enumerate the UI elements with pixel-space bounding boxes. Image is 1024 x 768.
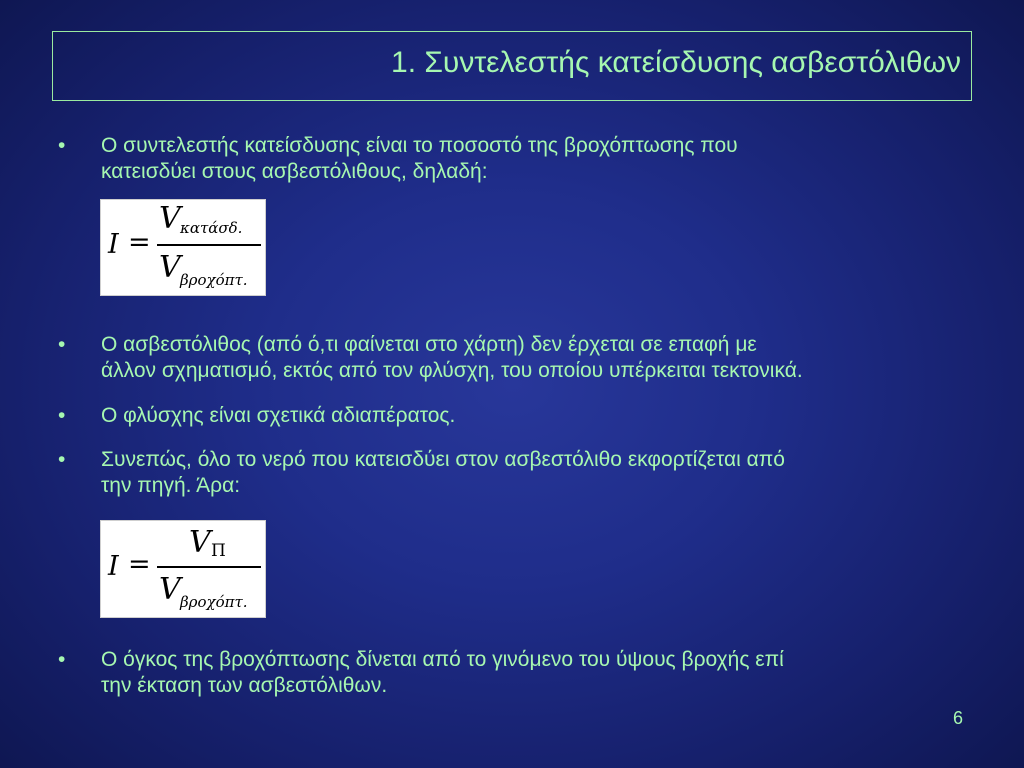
bullet-text-2	[101, 332, 981, 384]
title-frame	[52, 31, 972, 101]
formula-1-numerator-symbol: V	[159, 201, 181, 236]
formula-2-fraction-bar	[157, 566, 261, 568]
formula-2-denominator-subscript: βροχόπτ.	[180, 593, 248, 611]
bullet-text-5	[101, 647, 981, 699]
bullet-2-line-2: άλλον σχηματισμό, εκτός από τον φλύσχη, του οποίου υπέρκειται τεκτονικά.	[101, 359, 803, 382]
formula-2-denominator-symbol: V	[159, 572, 181, 607]
formula-1-fraction-bar	[157, 244, 261, 246]
bullet-1-line-2: κατεισδύει στους ασβεστόλιθους, δηλαδή:	[101, 160, 488, 183]
bullet-5-line-1: Ο όγκος της βροχόπτωσης δίνεται από το γινόμενο του ύψους βροχής επί	[101, 648, 784, 671]
formula-1-denominator-subscript: βροχόπτ.	[180, 271, 248, 289]
bullet-text-4	[101, 447, 981, 499]
bullet-marker: •	[58, 404, 66, 427]
bullet-text-3	[101, 403, 981, 429]
bullet-marker: •	[58, 648, 66, 671]
page-number: 6	[952, 708, 963, 728]
formula-1-equals: =	[128, 227, 151, 258]
bullet-2-line-1: Ο ασβεστόλιθος (από ό,τι φαίνεται στο χάρτη) δεν έρχεται σε επαφή με	[101, 333, 757, 356]
formula-infiltration	[100, 199, 266, 296]
formula-2-numerator-symbol: V	[189, 525, 211, 560]
bullet-marker: •	[58, 134, 66, 157]
formula-2-numerator-subscript: Π	[211, 541, 226, 561]
formula-1-lhs: I	[108, 229, 119, 260]
formula-2-lhs: I	[108, 551, 119, 582]
formula-spring-discharge	[100, 520, 266, 618]
formula-1-numerator-subscript: κατάσδ.	[180, 219, 243, 237]
bullet-4-line-1: Συνεπώς, όλο το νερό που κατεισδύει στον ασβεστόλιθο εκφορτίζεται από	[101, 448, 785, 471]
bullet-4-line-2: την πηγή. Άρα:	[101, 474, 241, 497]
formula-1-denominator-symbol: V	[159, 250, 181, 285]
bullet-text-1	[101, 133, 981, 185]
bullet-marker: •	[58, 333, 66, 356]
bullet-3-line-1: Ο φλύσχης είναι σχετικά αδιαπέρατος.	[101, 404, 456, 427]
formula-2-equals: =	[128, 549, 151, 580]
bullet-5-line-2: την έκταση των ασβεστόλιθων.	[101, 674, 388, 697]
bullet-marker: •	[58, 448, 66, 471]
bullet-1-line-1: Ο συντελεστής κατείσδυσης είναι το ποσοστό της βροχόπτωσης που	[101, 134, 738, 157]
slide-title: 1. Συντελεστής κατείσδυσης ασβεστόλιθων	[391, 46, 961, 79]
